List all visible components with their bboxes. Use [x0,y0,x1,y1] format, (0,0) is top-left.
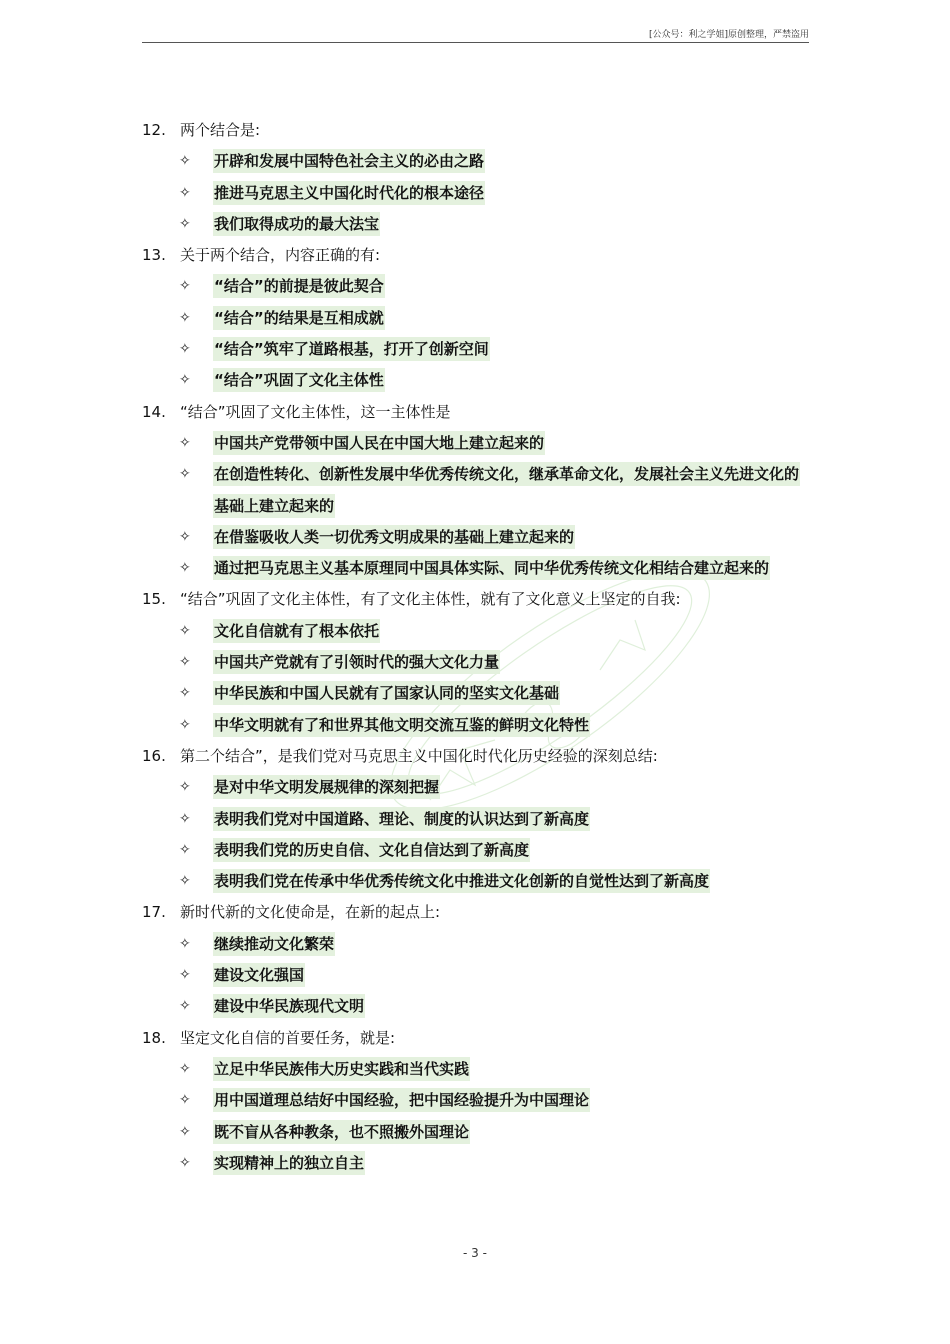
answer-text: 中华民族和中国人民就有了国家认同的坚实文化基础 [213,681,560,705]
answer-option [142,334,809,365]
answer-text-container [213,1148,809,1179]
sparkle-icon: ✧ [179,278,191,295]
question-number: 14. [142,402,166,421]
answer-text-container [213,772,809,803]
question-number: 12. [142,121,166,139]
answer-text-container [213,209,809,240]
sparkle-icon: ✧ [179,184,191,201]
sparkle-icon: ✧ [179,1123,191,1140]
sparkle-icon: ✧ [179,935,191,952]
answer-text: 建设中华民族现代文明 [213,994,365,1018]
answer-text-container [213,1085,809,1116]
question-text: 新时代新的文化使命是，在新的起点上: [180,903,441,922]
header-note: [公众号：利之学姐]原创整理，严禁盗用 [648,30,809,40]
sparkle-icon: ✧ [179,810,191,827]
answer-option [142,929,809,960]
answer-text: 既不盲从各种教条，也不照搬外国理论 [213,1120,470,1144]
question-text: 坚定文化自信的首要任务，就是: [180,1028,396,1047]
question-text: “结合”巩固了文化主体性，这一主体性是 [180,402,451,421]
sparkle-icon: ✧ [179,873,191,890]
answer-text-container [213,804,809,835]
question-item [142,1023,809,1054]
answer-option [142,522,809,553]
answer-option [142,804,809,835]
answer-text-container [213,146,809,177]
answer-option [142,710,809,741]
answer-text-container [213,428,809,459]
answer-option [142,178,809,209]
answer-text-container [213,365,809,396]
sparkle-icon: ✧ [179,1154,191,1171]
answer-text: “结合”的结果是互相成就 [213,306,385,330]
answer-option [142,1054,809,1085]
answer-text: 用中国道理总结好中国经验，把中国经验提升为中国理论 [213,1088,590,1112]
answer-text: 中华文明就有了和世界其他文明交流互鉴的鲜明文化特性 [213,713,590,737]
sparkle-icon: ✧ [179,779,191,796]
sparkle-icon: ✧ [179,215,191,232]
answer-text-container [213,1054,809,1085]
sparkle-icon: ✧ [179,528,191,545]
sparkle-icon: ✧ [179,434,191,451]
answer-option [142,1085,809,1116]
sparkle-icon: ✧ [179,560,191,577]
sparkle-icon: ✧ [179,1060,191,1077]
sparkle-icon: ✧ [179,1092,191,1109]
question-item [142,741,809,772]
page-number: - 3 - [463,1246,487,1260]
question-text: “结合”巩固了文化主体性，有了文化主体性，就有了文化意义上坚定的自我: [180,590,681,609]
answer-option [142,271,809,302]
answer-text: “结合”筑牢了道路根基，打开了创新空间 [213,337,490,361]
answer-option [142,209,809,240]
answer-text: 在借鉴吸收人类一切优秀文明成果的基础上建立起来的 [213,525,575,549]
answer-text-container [213,710,809,741]
answer-option [142,960,809,991]
answer-text-container [213,929,809,960]
question-number: 15. [142,590,166,609]
answer-text: 在创造性转化、创新性发展中华优秀传统文化，继承革命文化，发展社会主义先进文化的基础上建立起来的 [213,462,800,517]
question-number: 17. [142,903,166,922]
answer-text: 我们取得成功的最大法宝 [213,212,380,236]
answer-text-container [213,835,809,866]
answer-text: 表明我们党的历史自信、文化自信达到了新高度 [213,838,530,862]
answer-option [142,1117,809,1148]
answer-option [142,146,809,177]
question-list [142,115,809,1179]
answer-text-container [213,303,809,334]
answer-text: 立足中华民族伟大历史实践和当代实践 [213,1057,470,1081]
answer-text: “结合”巩固了文化主体性 [213,368,385,392]
answer-option [142,616,809,647]
sparkle-icon: ✧ [179,685,191,702]
answer-text: 实现精神上的独立自主 [213,1151,365,1175]
question-item [142,397,809,428]
sparkle-icon: ✧ [179,716,191,733]
answer-text: 继续推动文化繁荣 [213,932,335,956]
sparkle-icon: ✧ [179,622,191,639]
answer-text: 建设文化强国 [213,963,305,987]
page-header [142,26,809,43]
answer-text-container [213,522,809,553]
question-item [142,240,809,271]
answer-text: 开辟和发展中国特色社会主义的必由之路 [213,149,485,173]
question-number: 13. [142,246,166,265]
answer-text-container [213,647,809,678]
answer-option [142,835,809,866]
answer-text: “结合”的前提是彼此契合 [213,274,385,298]
question-text: 第二个结合”，是我们党对马克思主义中国化时代化历史经验的深刻总结: [180,746,658,765]
sparkle-icon: ✧ [179,967,191,984]
question-item [142,897,809,928]
answer-text-container [213,459,809,522]
answer-text-container [213,1117,809,1148]
answer-text: 表明我们党在传承中华优秀传统文化中推进文化创新的自觉性达到了新高度 [213,869,710,893]
answer-option [142,647,809,678]
sparkle-icon: ✧ [179,341,191,358]
sparkle-icon: ✧ [179,998,191,1015]
answer-text-container [213,616,809,647]
answer-text-container [213,678,809,709]
answer-option [142,678,809,709]
sparkle-icon: ✧ [179,466,191,483]
answer-option [142,1148,809,1179]
answer-text: 文化自信就有了根本依托 [213,619,380,643]
answer-text-container [213,991,809,1022]
answer-text-container [213,271,809,302]
answer-text-container [213,334,809,365]
question-number: 16. [142,746,166,765]
answer-option [142,772,809,803]
sparkle-icon: ✧ [179,309,191,326]
answer-option [142,428,809,459]
answer-text: 中国共产党带领中国人民在中国大地上建立起来的 [213,431,545,455]
answer-text-container [213,178,809,209]
sparkle-icon: ✧ [179,372,191,389]
sparkle-icon: ✧ [179,153,191,170]
question-item [142,115,809,146]
question-item [142,584,809,615]
answer-option [142,459,809,522]
answer-option [142,553,809,584]
question-text: 关于两个结合，内容正确的有: [180,246,381,265]
answer-text: 推进马克思主义中国化时代化的根本途径 [213,181,485,205]
answer-text-container [213,866,809,897]
answer-option [142,991,809,1022]
sparkle-icon: ✧ [179,841,191,858]
question-text: 两个结合是: [180,121,261,139]
answer-option [142,365,809,396]
sparkle-icon: ✧ [179,654,191,671]
answer-text: 是对中华文明发展规律的深刻把握 [213,775,440,799]
answer-text: 表明我们党对中国道路、理论、制度的认识达到了新高度 [213,807,590,831]
question-number: 18. [142,1028,166,1047]
answer-option [142,866,809,897]
answer-text: 通过把马克思主义基本原理同中国具体实际、同中华优秀传统文化相结合建立起来的 [213,556,770,580]
answer-option [142,303,809,334]
answer-text-container [213,553,809,584]
answer-text: 中国共产党就有了引领时代的强大文化力量 [213,650,500,674]
answer-text-container [213,960,809,991]
